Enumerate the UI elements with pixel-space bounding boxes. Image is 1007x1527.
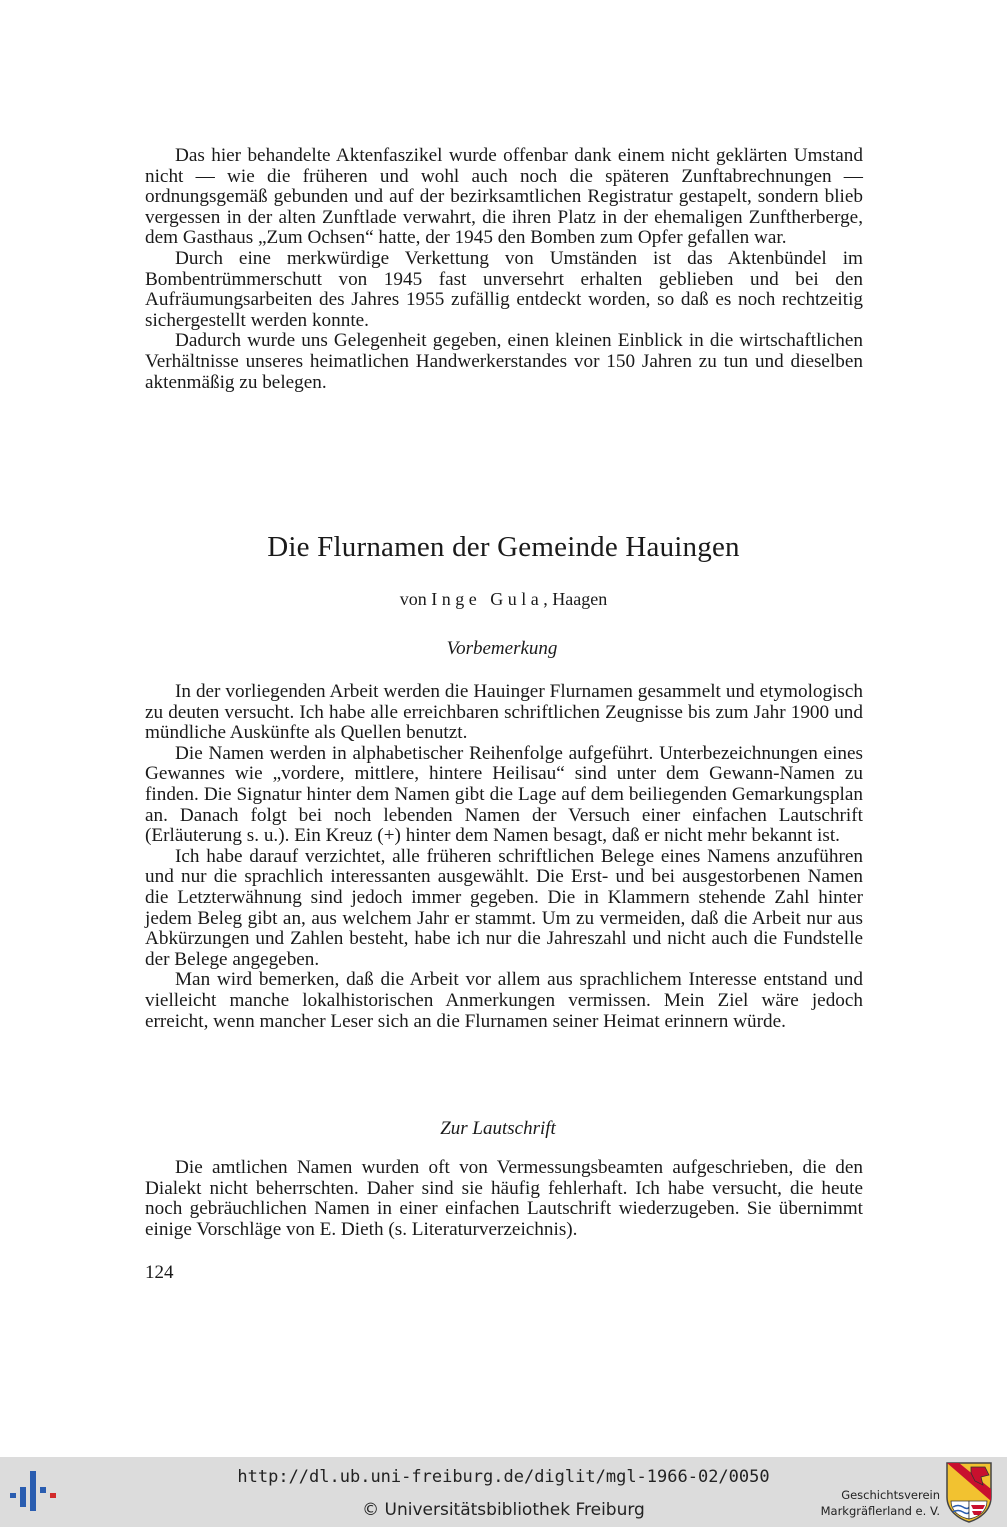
byline-prefix: von xyxy=(399,589,427,609)
source-url-link[interactable]: http://dl.ub.uni-freiburg.de/diglit/mgl-1966-02/0050 xyxy=(237,1467,770,1487)
vorbemerkung-paragraph-4: Man wird bemerken, daß die Arbeit vor allem aus sprachlichem Interesse entstand und vielleicht manche lokalhistorischen Anmerkungen vermissen. Mein Ziel wäre jedoch erreicht, wenn mancher Leser sich an die Flurnamen seiner Heimat erinnern würde. xyxy=(145,969,863,1032)
article-title: Die Flurnamen der Gemeinde Hauingen xyxy=(267,531,740,563)
section-heading-vorbemerkung: Vorbemerkung xyxy=(446,638,558,659)
byline-suffix: , Haagen xyxy=(543,589,608,609)
section-heading-lautschrift: Zur Lautschrift xyxy=(440,1118,556,1139)
author-name: Inge Gula xyxy=(431,589,544,609)
vorbemerkung-paragraph-3: Ich habe darauf verzichtet, alle früheren schriftlichen Belege eines Namens anzuführen und nur die sprachlich interessanten ausgewählt. Die Erst- und bei ausgestorbenen Namen die Letzterwähnung sind jedoch immer gegeben. Die in Klammern stehende Zahl hinter jedem Beleg gibt an, aus welchem Jahr er stammt. Um zu vermeiden, daß die Arbeit nur aus Abkürzungen und Zahlen besteht, habe ich nur die Jahreszahl und nicht auch die Fundstelle der Belege angegeben. xyxy=(145,845,863,970)
page-number: 124 xyxy=(145,1262,174,1283)
copyright-text: © Universitätsbibliothek Freiburg xyxy=(362,1500,645,1520)
intro-text xyxy=(145,146,863,393)
intro-paragraph-3: Dadurch wurde uns Gelegenheit gegeben, einen kleinen Einblick in die wirtschaftlichen Verhältnisse unseres heimatlichen Handwerkerstandes vor 150 Jahren zu tun und dieselben aktenmäßig zu belegen. xyxy=(145,330,863,393)
vorbemerkung-text xyxy=(145,682,863,1032)
footer-bar xyxy=(0,1457,1007,1527)
society-line-1: Geschichtsverein xyxy=(841,1488,940,1502)
vorbemerkung-paragraph-2: Die Namen werden in alphabetischer Reihenfolge aufgeführt. Unterbezeichnungen eines Gewannes wie „vordere, mittlere, hintere Heilisau“ sind unter dem Gewann-Namen zu finden. Die Signatur hinter dem Namen gibt die Lage auf dem beiliegenden Gemarkungsplan an. Danach folgt bei noch lebenden Namen der Versuch einer einfachen Lautschrift (Erläuterung s. u.). Ein Kreuz (+) hinter dem Namen besagt, daß er nicht mehr bekannt ist. xyxy=(145,742,863,847)
society-line-2: Markgräflerland e. V. xyxy=(820,1504,940,1518)
society-name xyxy=(790,1487,940,1519)
coat-of-arms-icon[interactable] xyxy=(945,1461,993,1523)
lautschrift-paragraph-1: Die amtlichen Namen wurden oft von Vermessungsbeamten aufgeschrieben, die den Dialekt nicht beherrschten. Daher sind sie häufig fehlerhaft. Ich habe versucht, die heute noch gebräuchlichen Namen in einer einfachen Lautschrift wiederzugeben. Sie übernimmt einige Vorschläge von E. Dieth (s. Literaturverzeichnis). xyxy=(145,1157,863,1240)
intro-paragraph-2: Durch eine merkwürdige Verkettung von Umständen ist das Aktenbündel im Bombentrümmerschutt von 1945 fast unversehrt erhalten geblieben und bei den Aufräumungsarbeiten des Jahres 1955 zufällig entdeckt worden, so daß es noch rechtzeitig sichergestellt werden konnte. xyxy=(145,247,863,331)
article-byline xyxy=(0,589,1007,610)
lautschrift-text xyxy=(145,1158,863,1240)
intro-paragraph-1: Das hier behandelte Aktenfaszikel wurde offenbar dank einem nicht geklärten Umstand nicht — wie die früheren und wohl auch noch die späteren Zunftabrechnungen — ordnungsgemäß gebunden und auf der bezirksamtlichen Registratur gestapelt, sondern blieb vergessen in der alten Zunftlade verwahrt, die ihren Platz in der ehemaligen Zunftherberge, dem Gasthaus „Zum Ochsen“ hatte, der 1945 den Bomben zum Opfer gefallen war. xyxy=(145,145,863,249)
vorbemerkung-paragraph-1: In der vorliegenden Arbeit werden die Hauinger Flurnamen gesammelt und etymologisch zu deuten versucht. Ich habe alle erreichbaren schriftlichen Zeugnisse bis zum Jahr 1900 und mündliche Auskünfte als Quellen benutzt. xyxy=(145,681,863,744)
